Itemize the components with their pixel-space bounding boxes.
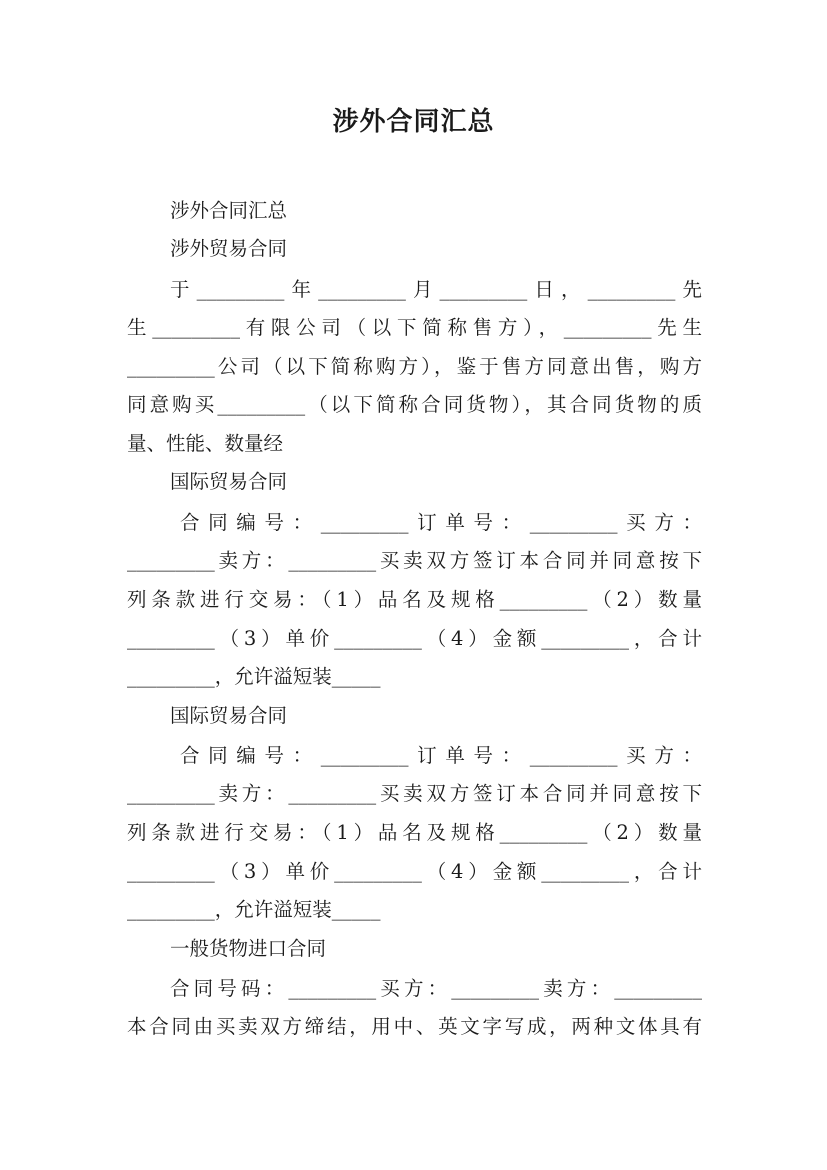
paragraph-line: 合同编号：_________订单号：_________买方： <box>180 511 702 534</box>
section-heading: 国际贸易合同 <box>170 470 288 493</box>
paragraph-line: 涉外合同汇总 <box>170 199 288 222</box>
paragraph-line: 同意购买_________（以下简称合同货物），其合同货物的质 <box>127 393 702 416</box>
paragraph-line: 列条款进行交易：（1）品名及规格_________（2）数量 <box>127 588 702 611</box>
paragraph-line: _________，允许溢短装_____ <box>127 898 381 921</box>
section-heading: 国际贸易合同 <box>170 704 288 727</box>
section-heading: 一般货物进口合同 <box>170 937 327 960</box>
paragraph-line: 本合同由买卖双方缔结，用中、英文字写成，两种文体具有 <box>127 1015 702 1038</box>
paragraph-line: 于_________年_________月_________日，_________先 <box>170 278 702 301</box>
paragraph-line: _________卖方：_________买卖双方签订本合同并同意按下 <box>127 549 702 572</box>
paragraph-line: _________公司（以下简称购方），鉴于售方同意出售，购方 <box>127 355 702 378</box>
paragraph-line: _________（3）单价_________（4）金额_________，合计 <box>127 627 702 650</box>
paragraph-line: 生_________有限公司（以下简称售方），_________先生 <box>127 316 702 339</box>
paragraph-line: _________，允许溢短装_____ <box>127 665 381 688</box>
paragraph-line: 合同号码：_________买方：_________卖方：_________ <box>170 977 702 1000</box>
paragraph-line: 合同编号：_________订单号：_________买方： <box>180 744 702 767</box>
paragraph-line: _________卖方：_________买卖双方签订本合同并同意按下 <box>127 782 702 805</box>
paragraph-line: 涉外贸易合同 <box>170 237 288 260</box>
document-title: 涉外合同汇总 <box>332 107 495 137</box>
paragraph-line: 列条款进行交易：（1）品名及规格_________（2）数量 <box>127 821 702 844</box>
paragraph-line: 量、性能、数量经 <box>127 432 284 455</box>
paragraph-line: _________（3）单价_________（4）金额_________，合计 <box>127 860 702 883</box>
